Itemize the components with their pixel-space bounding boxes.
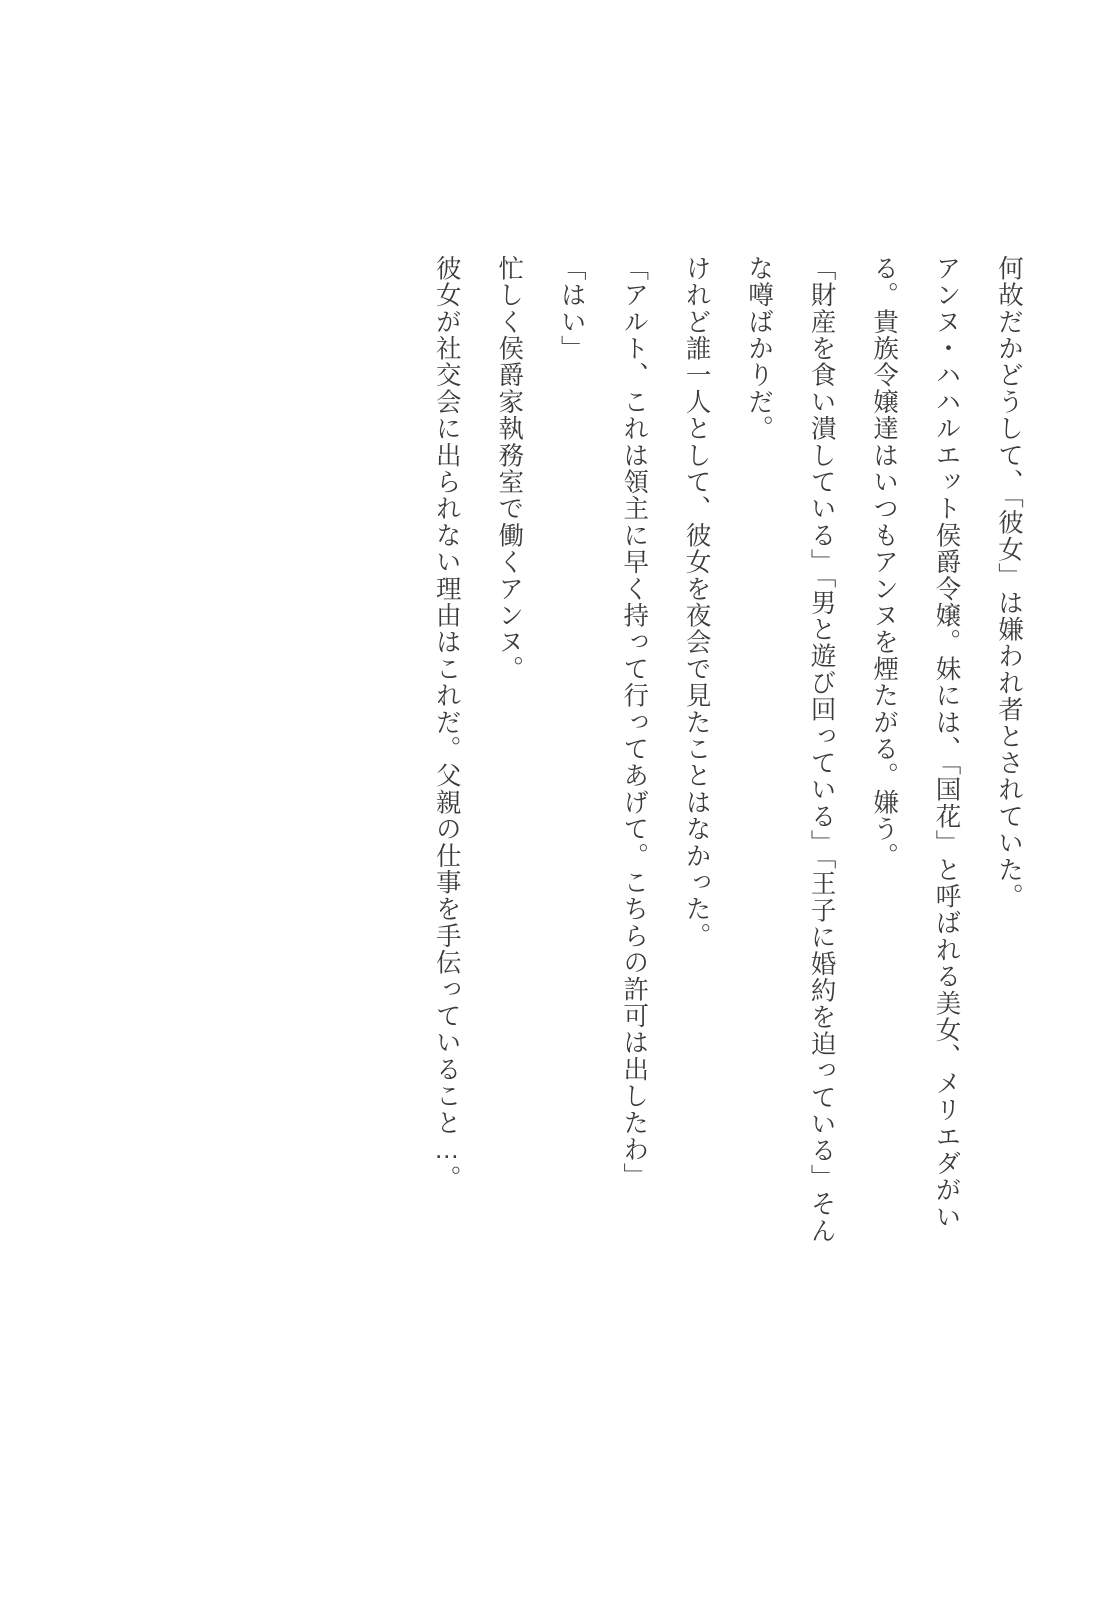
paragraph-8: 彼女が社交会に出られない理由はこれだ。父親の仕事を手伝っていること…。 [432,255,461,1192]
paragraph-7: 忙しく侯爵家執務室で働くアンヌ。 [495,255,524,683]
paragraph-5: 「アルト、これは領主に早く持って行ってあげて。こちらの許可は出したわ」 [620,255,649,1190]
paragraph-3: 「財産を食い潰している」「男と遊び回っている」「王子に婚約を迫っている」そんな噂ばかりだ。 [745,255,836,1245]
paragraph-4: けれど誰一人として、彼女を夜会で見たことはなかった。 [682,255,711,950]
paragraph-2: アンヌ・ハハルエット侯爵令嬢。妹には、「国花」と呼ばれる美女、メリエダがいる。貴族令嬢達はいつもアンヌを煙たがる。嫌う。 [870,255,961,1231]
paragraph-1: 何故だかどうして、「彼女」は嫌われ者とされていた。 [995,255,1023,910]
paragraph-6: 「はい」 [557,255,586,362]
novel-body-text [415,255,1040,1255]
